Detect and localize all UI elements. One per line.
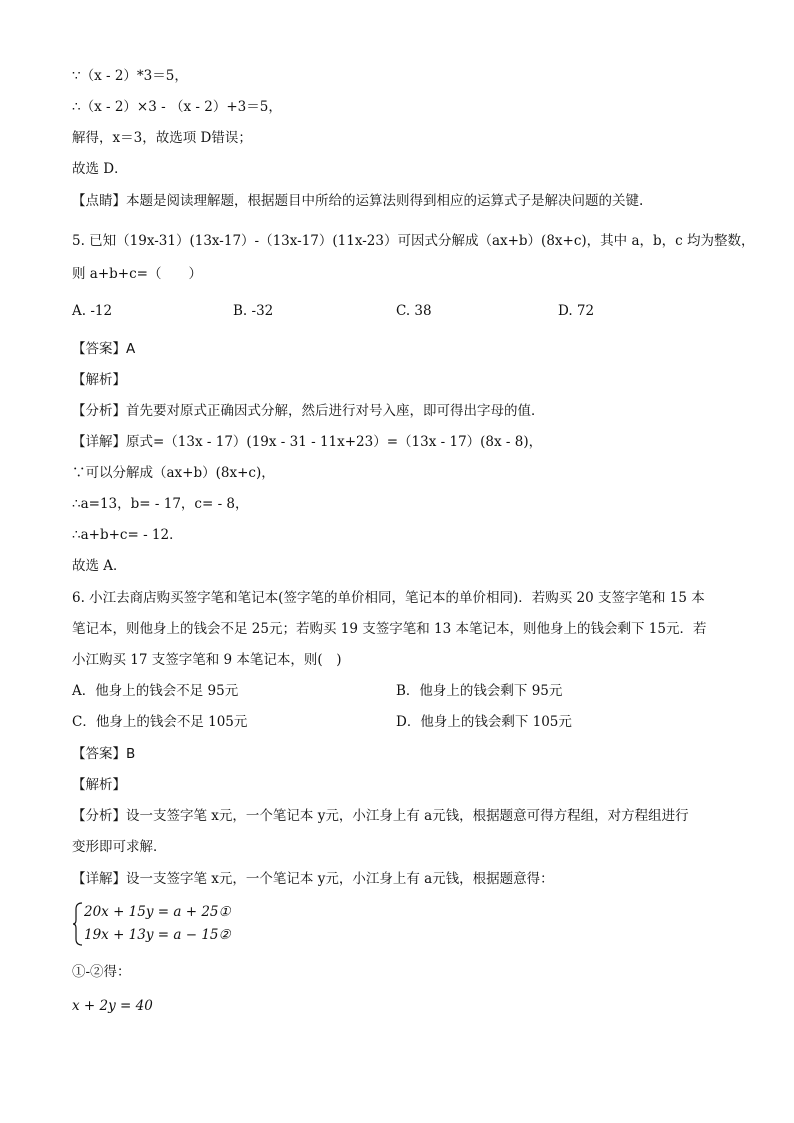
equation-1: 20x + 15y = a + 25① — [84, 904, 231, 920]
detail-line: ∴a+b+c= - 12． — [72, 527, 183, 543]
left-brace-icon — [72, 902, 84, 946]
q6-choice-d: D．他身上的钱会剩下 105元 — [396, 714, 572, 730]
question-5-stem: 5. 已知（19x-31）(13x-17）-（13x-17）(11x-23）可因式分解成（ax+b）(8x+c)，其中 a，b，c 均为整数， — [72, 233, 755, 249]
text-line: 故选 D． — [72, 161, 128, 177]
result-equation: x + 2y = 40 — [72, 998, 153, 1014]
q6-choice-c: C．他身上的钱会不足 105元 — [72, 714, 248, 730]
q5-choice-b: B. -32 — [233, 303, 274, 319]
text-line: 解得，x＝3，故选项 D错误； — [72, 130, 252, 146]
analysis-line: 变形即可求解． — [72, 839, 167, 855]
detail-line: 【详解】原式=（13x - 17）(19x - 31 - 11x+23）=（13x - 17）(8x - 8)， — [72, 434, 543, 450]
q5-choice-d: D. 72 — [558, 303, 595, 319]
question-6-stem: 笔记本，则他身上的钱会不足 25元；若购买 19 支签字笔和 13 本笔记本，则他身上的钱会剩下 15元．若 — [72, 621, 707, 637]
q6-choice-b: B．他身上的钱会剩下 95元 — [396, 683, 563, 699]
q5-choice-a: A. -12 — [72, 303, 113, 319]
analysis-line: 【分析】首先要对原式正确因式分解，然后进行对号入座，即可得出字母的值． — [72, 403, 545, 419]
question-6-stem: 小江购买 17 支签字笔和 9 本笔记本，则( ) — [72, 652, 342, 668]
detail-line: 故选 A． — [72, 558, 127, 574]
detail-line: ∴a=13，b= - 17，c= - 8， — [72, 496, 249, 512]
answer-label: 【答案】A — [72, 341, 136, 357]
analysis-line: 【分析】设一支签字笔 x元，一个笔记本 y元，小江身上有 a元钱，根据题意可得方程组，对方程组进行 — [72, 808, 689, 824]
answer-label: 【答案】B — [72, 746, 136, 762]
analysis-label: 【解析】 — [72, 372, 126, 388]
q6-choice-a: A．他身上的钱会不足 95元 — [72, 683, 239, 699]
text-line: ∵（x - 2）*3＝5， — [72, 68, 188, 84]
detail-line: ∵可以分解成（ax+b）(8x+c)， — [72, 465, 275, 481]
text-line: ∴（x - 2）×3 - （x - 2）+3＝5， — [72, 99, 282, 115]
detail-line: 【详解】设一支签字笔 x元，一个笔记本 y元，小江身上有 a元钱，根据题意得： — [72, 871, 554, 887]
q5-choice-c: C. 38 — [396, 303, 432, 319]
analysis-label: 【解析】 — [72, 777, 126, 793]
question-6-stem: 6. 小江去商店购买签字笔和笔记本(签字笔的单价相同，笔记本的单价相同)．若购买 20 支签字笔和 15 本 — [72, 590, 705, 606]
question-5-stem: 则 a+b+c=（ ） — [72, 266, 202, 282]
comment-line: 【点睛】本题是阅读理解题，根据题目中所给的运算法则得到相应的运算式子是解决问题的关键. — [72, 193, 644, 209]
step-line: ①-②得： — [72, 964, 131, 980]
equation-2: 19x + 13y = a − 15② — [84, 927, 231, 943]
